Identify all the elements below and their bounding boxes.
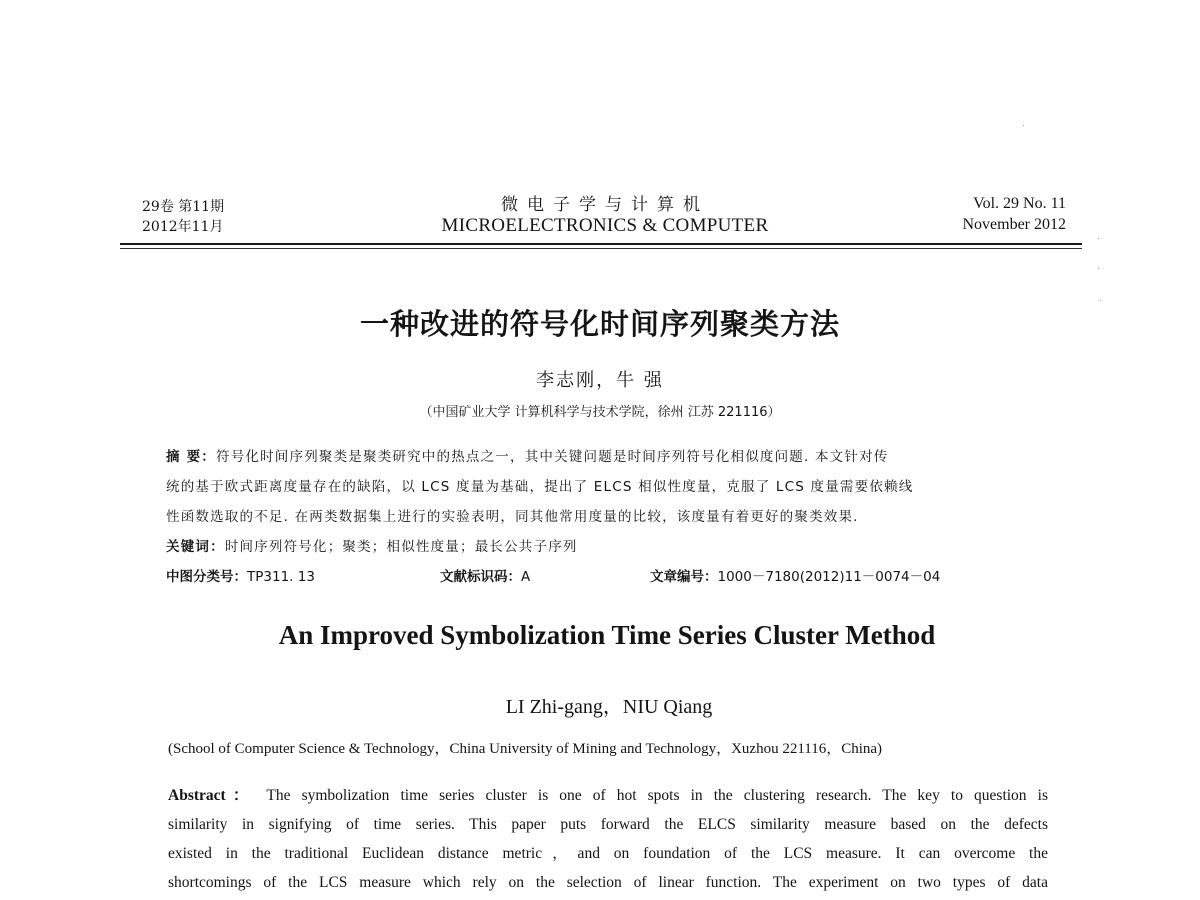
- title-en: An Improved Symbolization Time Series Cluster Method: [278, 620, 936, 650]
- article-no-label: 文章编号：: [650, 569, 718, 585]
- date-cn: 2012年11月: [142, 219, 224, 235]
- volume-issue-en: Vol. 29 No. 11: [973, 195, 1066, 212]
- abstract-en-line: similarity in signifying of time series. This paper puts forward the ELCS similarity measure based on the defects: [168, 816, 1048, 833]
- clc-value: TP311. 13: [247, 569, 315, 585]
- document-code: [440, 565, 530, 585]
- title-cn: 一种改进的符号化时间序列聚类方法: [359, 307, 840, 341]
- abstract-cn-line: 统的基于欧式距离度量存在的缺陷，以 LCS 度量为基础，提出了 ELCS 相似性度量，克服了 LCS 度量需要依赖线: [166, 479, 914, 495]
- authors-en: LI Zhi-gang，NIU Qiang: [505, 696, 713, 718]
- abstract-cn-label: 摘 要：: [166, 449, 216, 465]
- keywords-value: 时间序列符号化；聚类；相似性度量；最长公共子序列: [224, 539, 578, 555]
- abstract-en-line: shortcomings of the LCS measure which rely on the selection of linear function. The experiment on two types of data: [168, 874, 1048, 891]
- scan-speck: [1100, 300, 1101, 301]
- authors-cn: 李志刚，牛 强: [536, 370, 664, 391]
- header-rule-thick: [120, 243, 1082, 245]
- doc-code-label: 文献标识码：: [440, 569, 521, 585]
- volume-issue-cn: 29卷 第11期: [142, 199, 225, 215]
- article-no-value: 1000－7180(2012)11－0074－04: [717, 569, 941, 585]
- date-en: November 2012: [962, 216, 1066, 233]
- doc-code-value: A: [521, 569, 531, 585]
- abstract-en-line: existed in the traditional Euclidean distance metric，and on foundation of the LCS measure. It can overcome the: [168, 845, 1048, 862]
- scan-speck: [1023, 125, 1024, 126]
- abstract-cn-line: 摘 要：符号化时间序列聚类是聚类研究中的热点之一，其中关键问题是时间序列符号化相似度问题. 本文针对传: [166, 449, 889, 465]
- keywords-cn: [166, 532, 578, 562]
- journal-name-en: MICROELECTRONICS & COMPUTER: [441, 215, 769, 236]
- journal-name-cn: 微电子学与计算机: [501, 195, 709, 215]
- keywords-label: 关键词：: [166, 539, 225, 555]
- clc-label: 中图分类号：: [166, 569, 247, 585]
- abstract-en-line: Abstract： The symbolization time series cluster is one of hot spots in the clustering research. The key to question is: [168, 787, 1048, 804]
- affiliation-cn: （中国矿业大学 计算机科学与技术学院，徐州 江苏 221116）: [419, 405, 781, 420]
- affiliation-en: (School of Computer Science & Technology，China University of Mining and Technology，Xuzhou 221116，China): [168, 741, 883, 757]
- header-rule-thin: [120, 248, 1082, 249]
- article-number: [650, 565, 940, 585]
- clc-number: [166, 565, 315, 585]
- abstract-cn-line: 性函数选取的不足. 在两类数据集上进行的实验表明，同其他常用度量的比较，该度量有着更好的聚类效果.: [166, 509, 859, 525]
- issue-info-en: [900, 193, 1066, 235]
- scan-speck: [1098, 268, 1099, 269]
- abstract-cn: [166, 442, 1046, 532]
- abstract-en: [168, 781, 1048, 897]
- scan-speck: [1098, 238, 1099, 239]
- issue-info: [142, 197, 224, 237]
- journal-masthead: [380, 190, 830, 237]
- abstract-en-label: Abstract：: [168, 787, 256, 804]
